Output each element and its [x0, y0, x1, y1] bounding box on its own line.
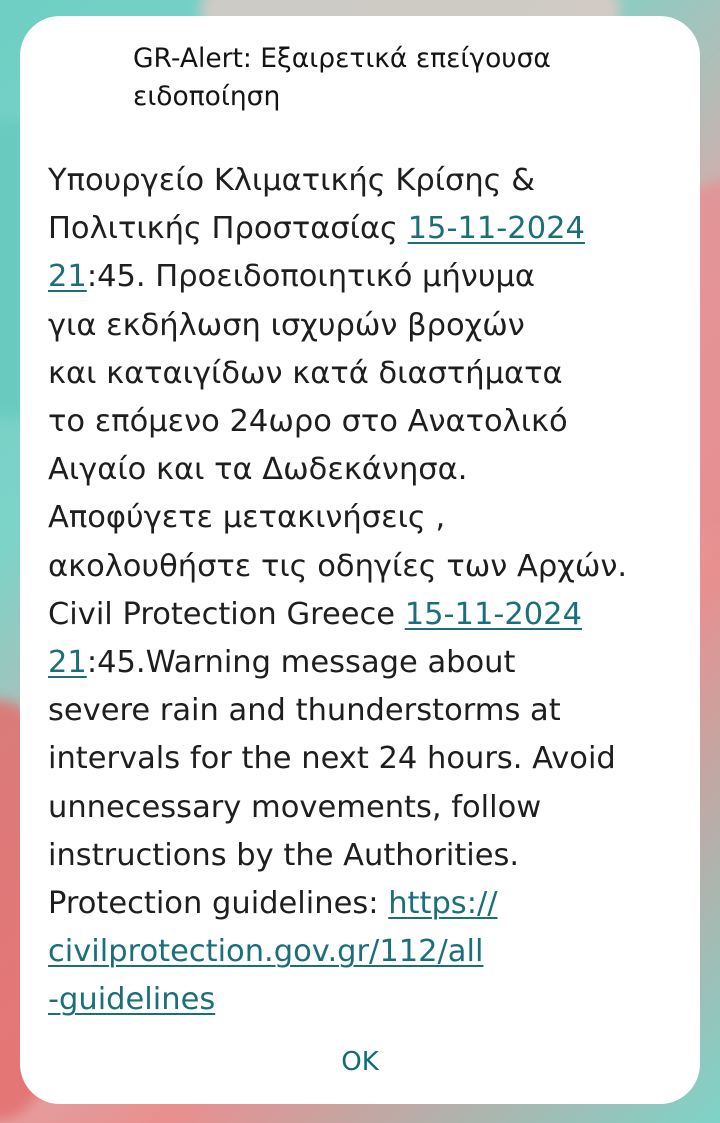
- time-link[interactable]: 21: [48, 645, 87, 681]
- message-line: severe rain and thunderstorms at: [48, 693, 561, 729]
- message-text: Πολιτικής Προστασίας: [48, 211, 408, 247]
- message-line: [48, 205, 683, 253]
- emergency-alert-dialog: [20, 16, 700, 1104]
- message-line: unnecessary movements, follow: [48, 789, 542, 825]
- ok-button[interactable]: OK: [310, 1038, 410, 1086]
- date-link[interactable]: 15-11-2024: [407, 211, 585, 247]
- message-line: instructions by the Authorities.: [48, 837, 520, 873]
- message-line: για εκδήλωση ισχυρών βροχών: [48, 307, 525, 343]
- alert-message: [48, 157, 683, 1025]
- guidelines-link[interactable]: https://: [388, 886, 498, 922]
- message-text: :45. Προειδοποιητικό μήνυμα: [86, 259, 535, 295]
- message-line: Υπουργείο Κλιματικής Κρίσης &: [48, 163, 536, 198]
- message-line: [48, 591, 683, 639]
- message-line: [48, 253, 683, 301]
- message-line: Αιγαίο και τα Δωδεκάνησα.: [48, 452, 468, 488]
- message-line: [48, 976, 683, 1024]
- date-link[interactable]: 15-11-2024: [404, 596, 582, 632]
- message-text: Protection guidelines:: [48, 886, 389, 922]
- alert-title: GR-Alert: Εξαιρετικά επείγουσα ειδοποίηση: [133, 43, 551, 112]
- message-line: intervals for the next 24 hours. Avoid: [48, 741, 616, 777]
- guidelines-link[interactable]: civilprotection.gov.gr/112/all: [48, 934, 484, 970]
- guidelines-link[interactable]: -guidelines: [48, 982, 216, 1018]
- message-line: [48, 880, 683, 928]
- message-line: Αποφύγετε μετακινήσεις ,: [48, 500, 446, 536]
- message-line: [48, 639, 683, 687]
- message-line: [48, 928, 683, 976]
- message-text: Civil Protection Greece: [48, 596, 405, 632]
- message-line: και καταιγίδων κατά διαστήματα: [48, 355, 563, 391]
- message-line: το επόμενο 24ωρο στο Ανατολικό: [48, 404, 568, 440]
- message-line: ακολουθήστε τις οδηγίες των Αρχών.: [48, 548, 628, 584]
- message-text: :45.Warning message about: [86, 645, 516, 681]
- time-link[interactable]: 21: [48, 259, 87, 295]
